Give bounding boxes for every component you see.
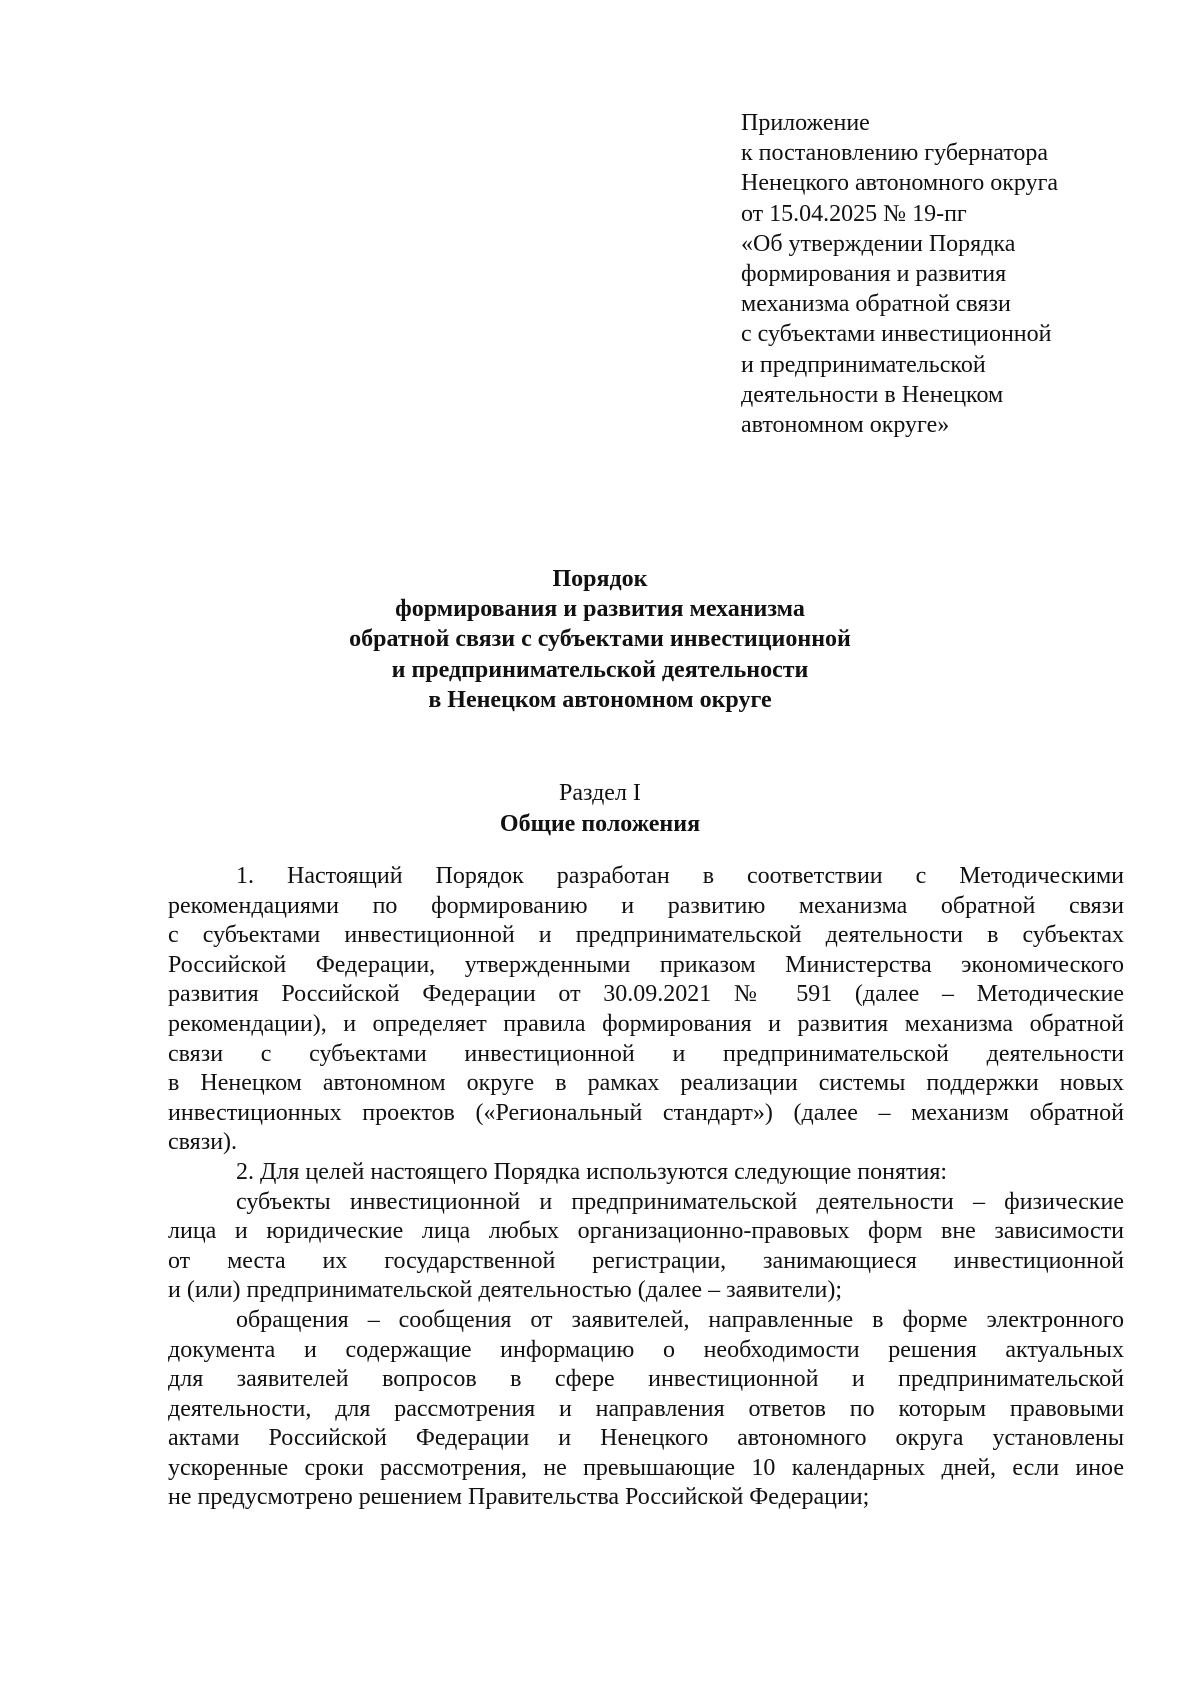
title-line: формирования и развития механизма (395, 596, 805, 623)
body-line: ускоренные сроки рассмотрения, не превышающие 10 календарных дней, если иное (168, 1454, 1124, 1481)
section-heading: Общие положения (499, 811, 701, 837)
body-line: деятельности, для рассмотрения и направления ответов по которым правовыми (168, 1395, 1124, 1422)
body-line: и (или) предпринимательской деятельностью (далее – заявители); (168, 1277, 843, 1304)
appendix-line: автономном округе» (741, 412, 950, 439)
body-line: инвестиционных проектов («Региональный стандарт») (далее – механизм обратной (168, 1099, 1124, 1126)
title-line: в Ненецком автономном округе (428, 686, 772, 713)
body-line: обращения – сообщения от заявителей, направленные в форме электронного (236, 1306, 1124, 1333)
title-line: и предпринимательской деятельности (391, 656, 809, 683)
appendix-line: «Об утверждении Порядка (741, 230, 1016, 257)
body-line: 1. Настоящий Порядок разработан в соответствии с Методическими (236, 863, 1124, 889)
body-line: Российской Федерации, утвержденными приказом Министерства экономического (168, 951, 1124, 978)
body-line: субъекты инвестиционной и предпринимательской деятельности – физические (236, 1188, 1124, 1215)
body-line: 2. Для целей настоящего Порядка используются следующие понятия: (236, 1158, 948, 1185)
body-line: документа и содержащие информацию о необходимости решения актуальных (168, 1336, 1124, 1363)
appendix-line: механизма обратной связи (741, 291, 1011, 318)
appendix-line: формирования и развития (741, 261, 1007, 288)
appendix-line: к постановлению губернатора (741, 140, 1049, 167)
section-label: Раздел I (559, 780, 641, 806)
body-line: лица и юридические лица любых организационно-правовых форм вне зависимости (168, 1218, 1124, 1245)
body-line: в Ненецком автономном округе в рамках реализации системы поддержки новых (168, 1070, 1124, 1097)
body-line: с субъектами инвестиционной и предпринимательской деятельности в субъектах (168, 922, 1124, 949)
body-line: связи с субъектами инвестиционной и предпринимательской деятельности (168, 1040, 1124, 1067)
appendix-line: Приложение (741, 110, 870, 136)
body-line: от места их государственной регистрации, занимающиеся инвестиционной (168, 1247, 1124, 1274)
document-title (0, 564, 1200, 715)
appendix-line: с субъектами инвестиционной (741, 321, 1052, 348)
body-line: рекомендации), и определяет правила формирования и развития механизма обратной (168, 1010, 1124, 1037)
section-header (0, 778, 1200, 840)
appendix-line: и предпринимательской (741, 351, 986, 378)
body-line: развития Российской Федерации от 30.09.2021 № 591 (далее – Методические (168, 981, 1124, 1008)
document-body (168, 862, 1124, 1513)
appendix-line: Ненецкого автономного округа (741, 170, 1059, 197)
body-line: связи). (168, 1129, 238, 1156)
appendix-line: деятельности в Ненецком (741, 381, 1004, 408)
title-line: Порядок (552, 566, 648, 592)
body-line: рекомендациями по формированию и развитию механизма обратной связи (168, 892, 1124, 919)
appendix-line: от 15.04.2025 № 19-пг (741, 200, 967, 227)
body-line: актами Российской Федерации и Ненецкого автономного округа установлены (168, 1425, 1124, 1452)
appendix-header (741, 108, 1161, 440)
title-line: обратной связи с субъектами инвестиционной (349, 626, 851, 653)
body-line: для заявителей вопросов в сфере инвестиционной и предпринимательской (168, 1366, 1124, 1393)
body-line: не предусмотрено решением Правительства Российской Федерации; (168, 1484, 870, 1511)
